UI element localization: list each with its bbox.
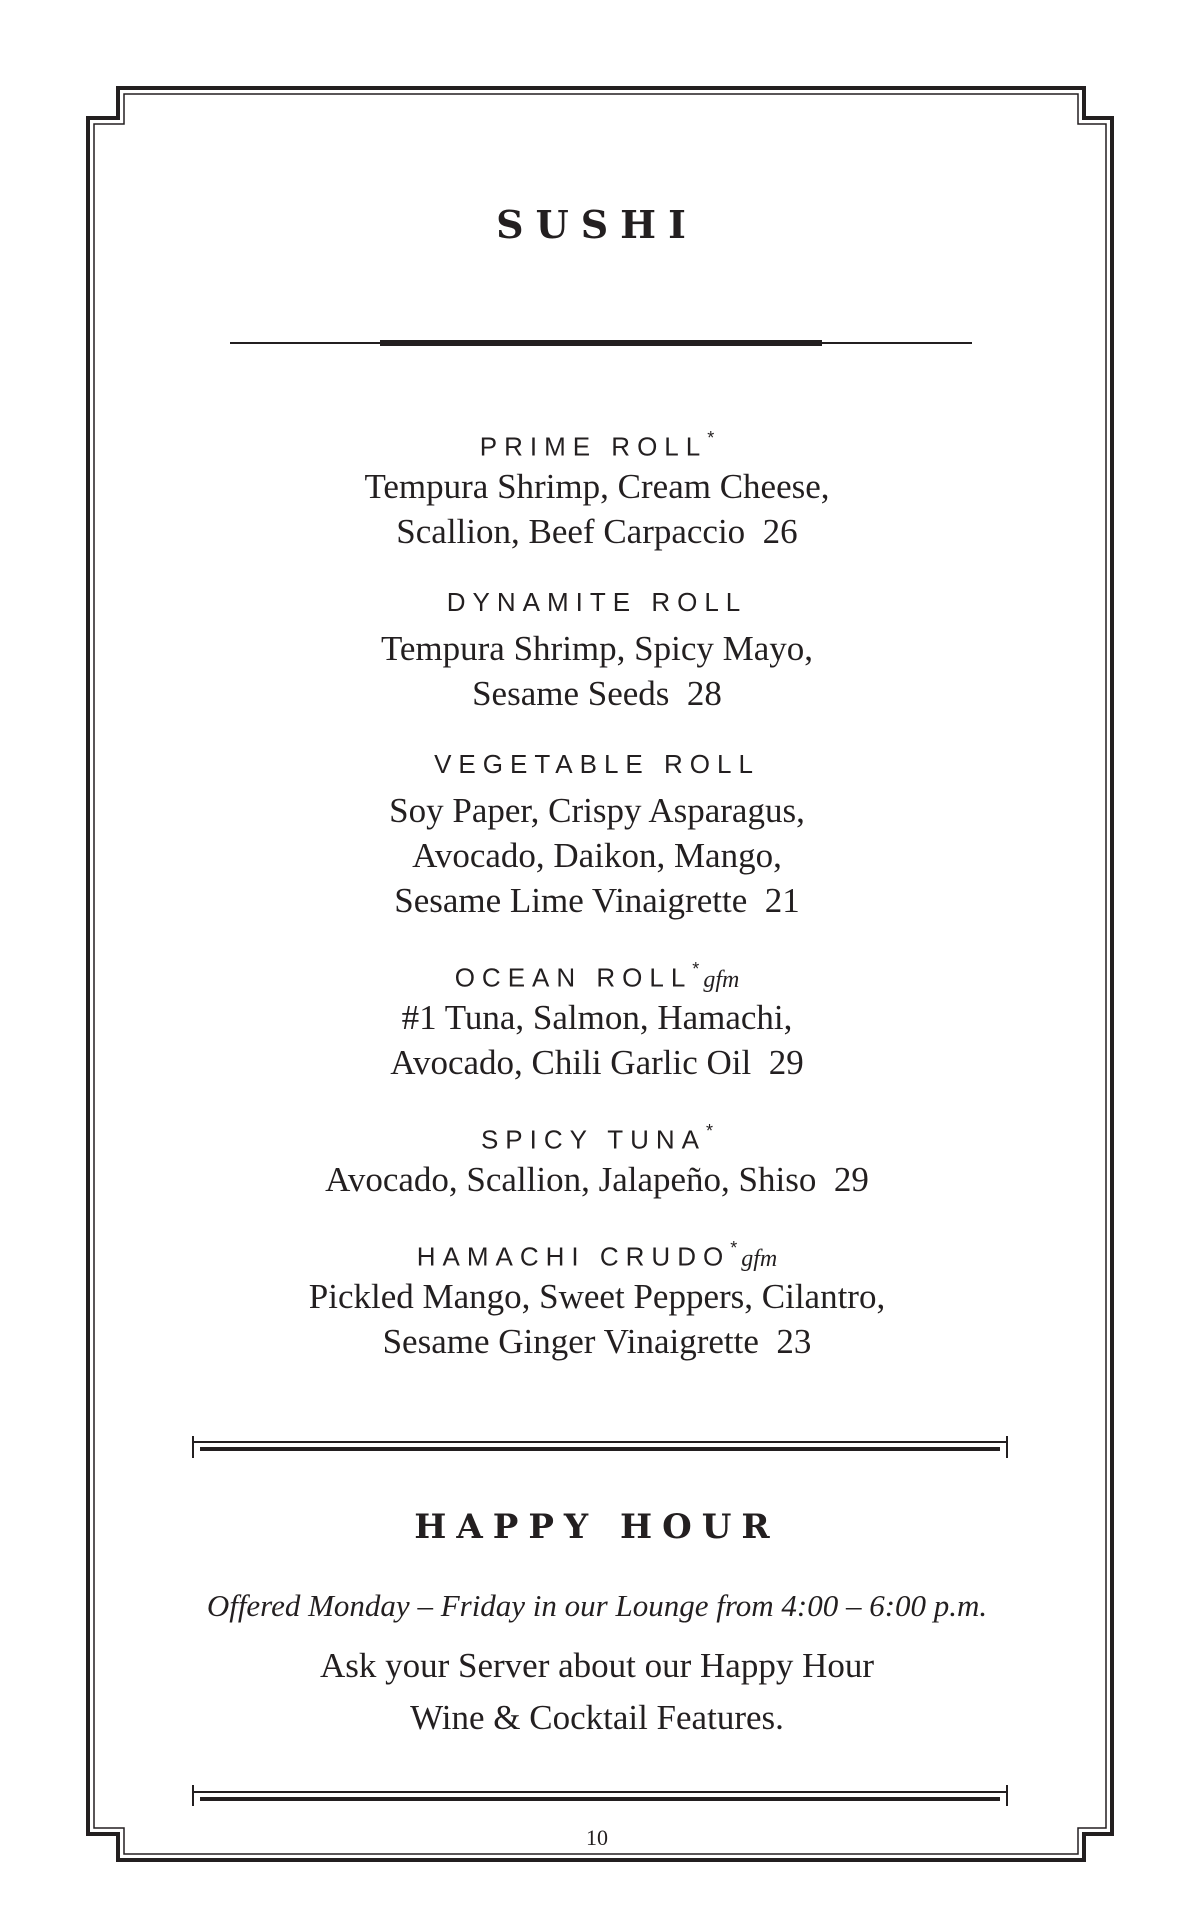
gluten-free-tag: gfm bbox=[703, 966, 740, 993]
menu-item-name bbox=[0, 951, 1194, 991]
menu-item-title: HAMACHI CRUDO bbox=[416, 1241, 731, 1272]
menu-item-description: #1 Tuna, Salmon, Hamachi, Avocado, Chili Garlic Oil 29 bbox=[390, 998, 804, 1082]
menu-item-name bbox=[0, 744, 1194, 784]
raw-marker: * bbox=[707, 428, 715, 448]
menu-item bbox=[0, 1230, 1194, 1364]
menu-item-title: DYNAMITE ROLL bbox=[446, 587, 748, 617]
happy-hour-note-line-1: Ask your Server about our Happy Hour bbox=[319, 1646, 875, 1685]
menu-item-name bbox=[0, 420, 1194, 460]
happy-hour-note-line-2: Wine & Cocktail Features. bbox=[410, 1698, 784, 1737]
menu-item-description: Tempura Shrimp, Spicy Mayo, Sesame Seeds 28 bbox=[380, 629, 814, 713]
raw-marker: * bbox=[706, 1121, 714, 1141]
page-number: 10 bbox=[567, 1825, 627, 1851]
menu-item bbox=[0, 1113, 1194, 1202]
menu-item bbox=[0, 420, 1194, 554]
menu-item-title: SPICY TUNA bbox=[480, 1124, 707, 1155]
menu-item bbox=[0, 582, 1194, 716]
menu-item-name bbox=[0, 582, 1194, 622]
menu-item-name bbox=[0, 1113, 1194, 1153]
sushi-heading: SUSHI bbox=[496, 202, 698, 247]
sushi-menu-list bbox=[0, 420, 1194, 1392]
menu-item-description: Tempura Shrimp, Cream Cheese, Scallion, Beef Carpaccio 26 bbox=[364, 467, 830, 551]
happy-hour-heading: HAPPY HOUR bbox=[414, 1507, 780, 1547]
happy-hour-schedule: Offered Monday – Friday in our Lounge from 4:00 – 6:00 p.m. bbox=[206, 1588, 988, 1623]
menu-item-title: VEGETABLE ROLL bbox=[434, 749, 760, 779]
raw-marker: * bbox=[692, 959, 700, 979]
menu-item bbox=[0, 951, 1194, 1085]
menu-item-name bbox=[0, 1230, 1194, 1270]
gluten-free-tag: gfm bbox=[741, 1245, 778, 1272]
raw-marker: * bbox=[730, 1238, 738, 1258]
menu-item-title: PRIME ROLL bbox=[479, 431, 708, 462]
menu-item-title: OCEAN ROLL bbox=[454, 962, 693, 993]
menu-item-description: Soy Paper, Crispy Asparagus, Avocado, Daikon, Mango, Sesame Lime Vinaigrette 21 bbox=[389, 791, 805, 920]
happy-hour-note bbox=[0, 1640, 1194, 1744]
menu-item-description: Avocado, Scallion, Jalapeño, Shiso 29 bbox=[325, 1160, 869, 1199]
menu-item bbox=[0, 744, 1194, 923]
menu-item-description: Pickled Mango, Sweet Peppers, Cilantro, Sesame Ginger Vinaigrette 23 bbox=[308, 1277, 886, 1361]
